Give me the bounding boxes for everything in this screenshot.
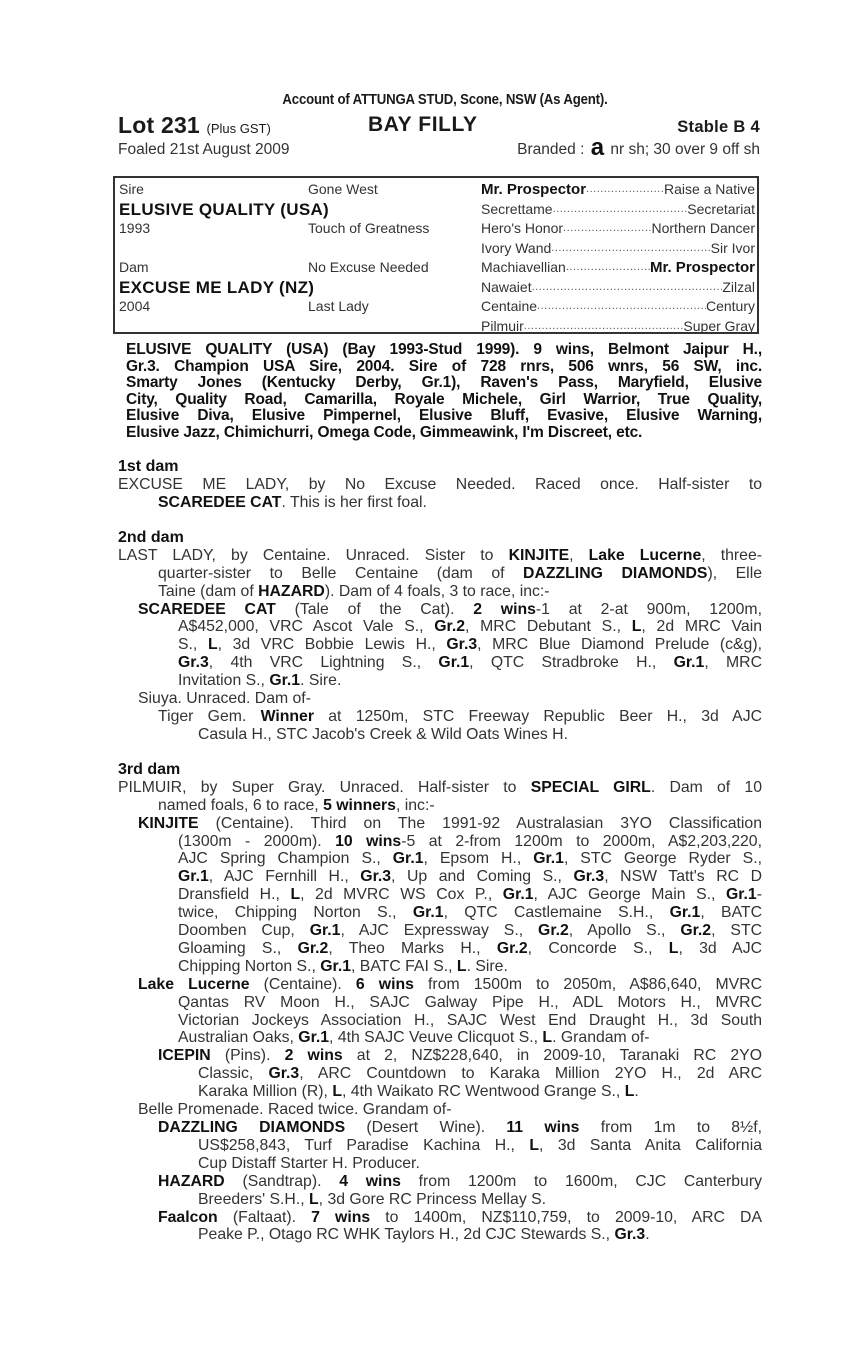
dam-name: EXCUSE ME LADY (NZ) xyxy=(119,277,315,297)
progeny-belle-promenade: Belle Promenade. Raced twice. Grandam of- xyxy=(138,1101,452,1119)
first-dam-text: EXCUSE ME LADY, by No Excuse Needed. Raced once. Half-sister to SCAREDEE CAT. This is her first foal. xyxy=(118,476,762,511)
grandparent-row: Secrettame ..... Secretariat xyxy=(481,200,755,220)
grandparent-row: Pilmuir ..... Super Gray xyxy=(481,317,755,337)
grandparent-row: Machiavellian ..... Mr. Prospector xyxy=(481,258,755,278)
progeny-siuya: Siuya. Unraced. Dam of- Tiger Gem. Winner at 1250m, STC Freeway Republic Beer H., 3d AJC Casula H., STC Jacob's Creek & Wild Oats Wines H. xyxy=(138,690,763,743)
third-dam-text: PILMUIR, by Super Gray. Unraced. Half-sister to SPECIAL GIRL. Dam of 10 named foals, 6 to race, 5 winners, inc:- xyxy=(118,778,762,814)
second-dam-text: LAST LADY, by Centaine. Unraced. Sister to KINJITE, Lake Lucerne, three- quarter-sister to Belle Centaine (dam of DAZZLING DIAMONDS), Elle Taine (dam of HAZARD). Dam of 4 foals, 3 to race, inc:- xyxy=(118,546,762,600)
dam-dam: Last Lady xyxy=(308,298,369,314)
dam-year: 2004 xyxy=(119,298,151,314)
progeny-scaredee-cat: SCAREDEE CAT (Tale of the Cat). 2 wins-1 at 2-at 900m, 1200m, A$452,000, VRC Ascot Vale S., Gr.2, MRC Debutant S., L, 2d MRC Vain S., L, 3d VRC Bobbie Lewis H., Gr.3, MRC Blue Diamond Prelude (c&g), Gr.3, 4th VRC Lightning S., Gr.1, QTC Stradbroke H., Gr.1, MRC Invitation S., Gr.1. Sire. xyxy=(138,600,762,690)
first-dam-heading: 1st dam xyxy=(118,458,179,475)
sire-year: 1993 xyxy=(119,220,151,236)
branding-info xyxy=(517,134,760,161)
foaled-date: Foaled 21st August 2009 xyxy=(118,141,290,158)
dam-sire: No Excuse Needed xyxy=(308,259,429,275)
second-dam-heading: 2nd dam xyxy=(118,528,184,546)
stable-location: Stable B 4 xyxy=(677,118,760,136)
sire-name: ELUSIVE QUALITY (USA) xyxy=(119,199,330,219)
progeny-kinjite: KINJITE (Centaine). Third on The 1991-92 Australasian 3YO Classification (1300m - 2000m). 10 wins-5 at 2-from 1200m to 2000m, A$2,203,220, AJC Spring Champion S., Gr.1, Epsom H., Gr.1, STC George Ryder S., Gr.1, AJC Fernhill H., Gr.3, Up and Coming S., Gr.3, NSW Tatt's RC D Dransfield H., L, 2d MVRC WS Cox P., Gr.1, AJC George Main S., Gr.1- twice, Chipping Norton S., Gr.1, QTC Castlemaine S.H., Gr.1, BATC Doomben Cup, Gr.1, AJC Expressway S., Gr.2, Apollo S., Gr.2, STC Gloaming S., Gr.2, Theo Marks H., Gr.2, Concorde S., L, 3d AJC Chipping Norton S., Gr.1, BATC FAI S., L. Sire. xyxy=(138,814,763,975)
branded-detail: nr sh; 30 over 9 off sh xyxy=(610,141,760,158)
progeny-lake-lucerne: Lake Lucerne (Centaine). 6 wins from 1500m to 2050m, A$86,640, MVRC Qantas RV Moon H., SAJC Galway Pipe H., ADL Motors H., MVRC Victorian Jockeys Association H., SAJC West End Draught H., 3d South Australian Oaks, Gr.1, 4th SAJC Veuve Clicquot S., L. Grandam of- xyxy=(138,975,762,1047)
horse-description: BAY FILLY xyxy=(368,113,478,136)
grandparent-row: Nawaiet ..... Zilzal xyxy=(481,278,755,298)
grandparent-row: Hero's Honor ..... Northern Dancer xyxy=(481,219,755,239)
progeny-faalcon: Faalcon (Faltaat). 7 wins to 1400m, NZ$110,759, to 2009-10, ARC DA Peake P., Otago RC WHK Taylors H., 2d CJC Stewards S., Gr.3. xyxy=(158,1208,762,1244)
third-dam-heading: 3rd dam xyxy=(118,760,181,778)
pedigree-parents xyxy=(119,180,479,317)
branded-label: Branded : xyxy=(517,141,585,158)
catalogue-page xyxy=(118,90,763,1244)
vendor-account: Account of ATTUNGA STUD, Scone, NSW (As Agent). xyxy=(282,91,608,108)
lot-label: Lot 231 xyxy=(118,112,200,138)
lot-note: (Plus GST) xyxy=(206,121,271,136)
foaling-row xyxy=(118,134,762,163)
family-section xyxy=(118,458,762,1244)
sire-label: Sire xyxy=(119,181,144,197)
progeny-dazzling-diamonds: DAZZLING DIAMONDS (Desert Wine). 11 wins from 1m to 8½f, US$258,843, Turf Paradise Kachina H., L, 3d Santa Anita California Cup Distaff Starter H. Producer. xyxy=(158,1119,763,1172)
grandparent-row: Centaine ..... Century xyxy=(481,297,755,317)
progeny-icepin: ICEPIN (Pins). 2 wins at 2, NZ$228,640, in 2009-10, Taranaki RC 2YO Classic, Gr.3, ARC Countdown to Karaka Million 2YO H., 2d ARC Karaka Million (R), L, 4th Waikato RC Wentwood Grange S., L. xyxy=(158,1047,762,1101)
pedigree-table xyxy=(113,176,759,334)
brand-mark-icon: a xyxy=(590,134,605,161)
grandparent-row: Ivory Wand ..... Sir Ivor xyxy=(481,239,755,259)
sire-dam: Touch of Greatness xyxy=(308,220,430,236)
sire-summary: ELUSIVE QUALITY (USA) (Bay 1993-Stud 1999). 9 wins, Belmont Jaipur H., Gr.3. Champion USA Sire, 2004. Sire of 728 rnrs, 506 wnrs, 56 SW, inc. Smarty Jones (Kentucky Derby, Gr.1), Raven's Pass, Maryfield, Elusive City, Quality Road, Camarilla, Royale Michele, Girl Warrior, True Quality, Elusive Diva, Elusive Pimpernel, Elusive Bluff, Evasive, Elusive Warning, Elusive Jazz, Chimichurri, Omega Code, Gimmeawink, I'm Discreet, etc. xyxy=(126,341,762,441)
lot-header xyxy=(118,111,762,139)
sire-sire: Gone West xyxy=(308,181,378,197)
pedigree-grandparents xyxy=(481,180,755,336)
grandparent-row: Mr. Prospector ..... Raise a Native xyxy=(481,180,755,200)
progeny-hazard: HAZARD (Sandtrap). 4 wins from 1200m to 1600m, CJC Canterbury Breeders' S.H., L, 3d Gore RC Princess Mellay S. xyxy=(158,1172,762,1208)
dam-label: Dam xyxy=(119,259,149,275)
